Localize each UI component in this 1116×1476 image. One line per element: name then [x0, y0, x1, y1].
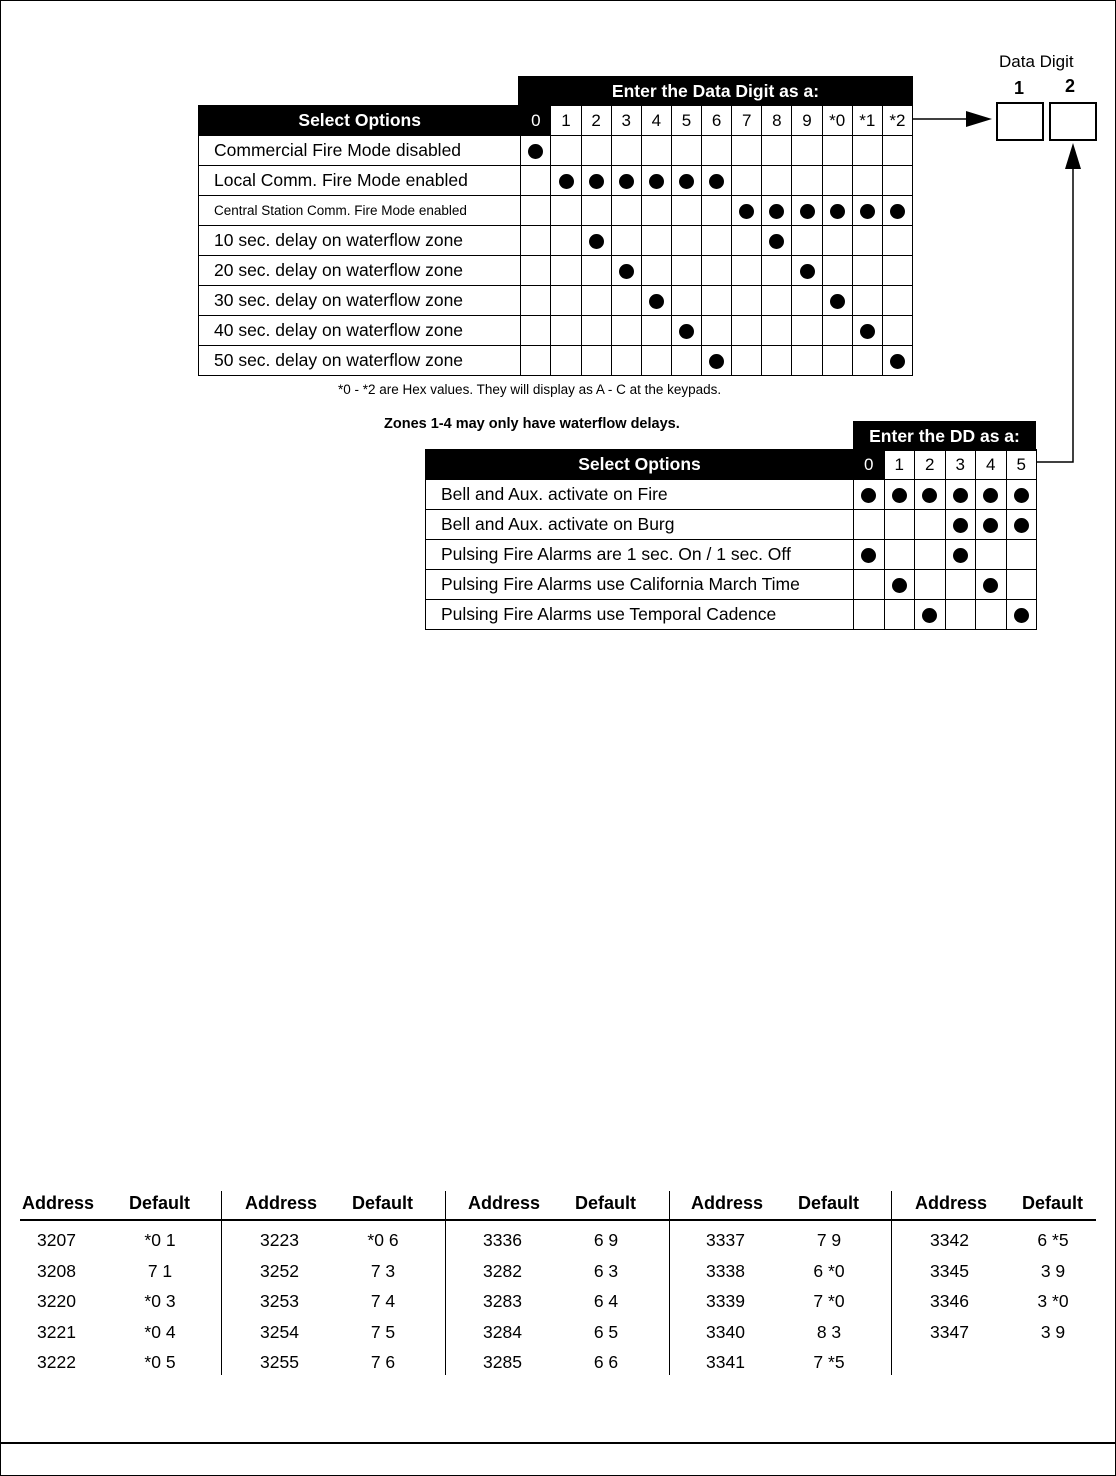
option-label: Bell and Aux. activate on Burg [426, 510, 854, 540]
option-row [426, 540, 1037, 570]
default-value: 3 9 [1040, 1322, 1066, 1342]
address-value: 3223 [260, 1230, 299, 1250]
address-value: 3253 [260, 1291, 299, 1311]
option-cell [945, 510, 976, 540]
option-cell [976, 480, 1007, 510]
data-digit-2-label: 2 [1065, 76, 1076, 96]
option-cell [854, 600, 885, 630]
default-value: 3 9 [1040, 1261, 1066, 1281]
default-value: 8 3 [816, 1322, 842, 1342]
option-label: Pulsing Fire Alarms are 1 sec. On / 1 sec. Off [426, 540, 854, 570]
digit-header-4: 4 [641, 106, 671, 136]
data-digit-1-label: 1 [1014, 78, 1025, 98]
digit-header-7: 7 [732, 106, 762, 136]
option-cell [884, 510, 915, 540]
digit-header-1: 1 [551, 106, 581, 136]
default-value: 7 1 [147, 1261, 173, 1281]
option-cell [915, 600, 946, 630]
default-header: Default [129, 1193, 191, 1213]
default-value: *0 3 [144, 1291, 176, 1311]
address-value: 3283 [483, 1291, 522, 1311]
address-value: 3221 [37, 1322, 76, 1342]
select-options-header: Select Options [426, 450, 854, 480]
arrow-head-up-icon [1065, 143, 1081, 169]
option-label: Pulsing Fire Alarms use California March Time [426, 570, 854, 600]
option-cell [884, 540, 915, 570]
option-cell [945, 570, 976, 600]
address-value: 3347 [930, 1322, 969, 1342]
address-value: 3345 [930, 1261, 969, 1281]
selected-dot-icon [983, 488, 998, 503]
selected-dot-icon [922, 488, 937, 503]
address-value: 3285 [483, 1352, 522, 1372]
default-value: 7 4 [370, 1291, 396, 1311]
default-value: *0 6 [367, 1230, 399, 1250]
address-value: 3339 [706, 1291, 745, 1311]
selected-dot-icon [1014, 488, 1029, 503]
option-cell [854, 480, 885, 510]
option-label: 10 sec. delay on waterflow zone [199, 226, 521, 256]
address-value: 3342 [930, 1230, 969, 1250]
option-cell [976, 540, 1007, 570]
digit-header-2: 2 [915, 450, 946, 480]
option-cell [976, 570, 1007, 600]
option-label: Pulsing Fire Alarms use Temporal Cadence [426, 600, 854, 630]
address-value: 3284 [483, 1322, 522, 1342]
option-cell [915, 480, 946, 510]
option-row [426, 600, 1037, 630]
address-value: 3207 [37, 1230, 76, 1250]
digit-header-5: 5 [1006, 450, 1037, 480]
selected-dot-icon [953, 518, 968, 533]
option-cell [854, 540, 885, 570]
default-value: *0 5 [144, 1352, 176, 1372]
option-cell [915, 510, 946, 540]
default-value: 7 5 [370, 1322, 396, 1342]
option-cell [1006, 600, 1037, 630]
option-cell [884, 570, 915, 600]
selected-dot-icon [983, 578, 998, 593]
digit-header-4: 4 [976, 450, 1007, 480]
address-value: 3254 [260, 1322, 299, 1342]
arrow-line-2 [1036, 162, 1073, 462]
default-value: 7 *5 [813, 1352, 845, 1372]
default-value: 6 *5 [1037, 1230, 1069, 1250]
column-divider [669, 1191, 670, 1375]
address-value: 3220 [37, 1291, 76, 1311]
address-value: 3336 [483, 1230, 522, 1250]
option-cell [915, 570, 946, 600]
option-cell [1006, 510, 1037, 540]
digit-header-8: 8 [762, 106, 792, 136]
bell-options-table [425, 449, 1037, 630]
address-value: 3255 [260, 1352, 299, 1372]
address-value: 3252 [260, 1261, 299, 1281]
default-value: 7 9 [816, 1230, 842, 1250]
option-cell [884, 600, 915, 630]
option-label: Central Station Comm. Fire Mode enabled [199, 196, 521, 226]
default-value: 7 6 [370, 1352, 396, 1372]
selected-dot-icon [922, 608, 937, 623]
digit-header-9: 9 [792, 106, 822, 136]
option-cell [945, 480, 976, 510]
option-cell [915, 540, 946, 570]
digit-header-6: 6 [702, 106, 732, 136]
default-value: 6 5 [593, 1322, 619, 1342]
address-header: Address [22, 1193, 95, 1213]
table1-banner: Enter the Data Digit as a: [518, 76, 913, 106]
default-header: Default [575, 1193, 637, 1213]
selected-dot-icon [953, 488, 968, 503]
option-row [426, 510, 1037, 540]
bottom-rule [0, 1442, 1116, 1444]
option-label: Local Comm. Fire Mode enabled [199, 166, 521, 196]
digit-header-2: 2 [581, 106, 611, 136]
option-row [426, 480, 1037, 510]
option-row [426, 570, 1037, 600]
data-digit-title: Data Digit [999, 52, 1074, 71]
digit-header-0: 0 [854, 450, 885, 480]
default-value: 6 6 [593, 1352, 619, 1372]
option-label: 30 sec. delay on waterflow zone [199, 286, 521, 316]
default-header: Default [798, 1193, 860, 1213]
selected-dot-icon [983, 518, 998, 533]
option-cell [884, 480, 915, 510]
default-value: 6 9 [593, 1230, 619, 1250]
selected-dot-icon [861, 548, 876, 563]
option-cell [854, 510, 885, 540]
address-value: 3208 [37, 1261, 76, 1281]
default-value: *0 1 [144, 1230, 176, 1250]
option-cell [945, 600, 976, 630]
address-value: 3340 [706, 1322, 745, 1342]
default-value: *0 4 [144, 1322, 176, 1342]
address-table-rule [20, 1219, 1096, 1221]
column-divider [221, 1191, 222, 1375]
digit-header-3: 3 [945, 450, 976, 480]
digit-header-3: 3 [611, 106, 641, 136]
default-value: 7 3 [370, 1261, 396, 1281]
select-options-header: Select Options [199, 106, 521, 136]
address-value: 3222 [37, 1352, 76, 1372]
default-header: Default [1022, 1193, 1084, 1213]
address-header: Address [245, 1193, 318, 1213]
default-value: 6 3 [593, 1261, 619, 1281]
option-cell [976, 600, 1007, 630]
digit-header-5: 5 [671, 106, 701, 136]
zones-note: Zones 1-4 may only have waterflow delays. [384, 416, 680, 432]
option-cell [1006, 480, 1037, 510]
address-value: 3341 [706, 1352, 745, 1372]
option-label: 20 sec. delay on waterflow zone [199, 256, 521, 286]
option-label: Commercial Fire Mode disabled [199, 136, 521, 166]
option-cell [1006, 570, 1037, 600]
address-header: Address [691, 1193, 764, 1213]
table2-banner: Enter the DD as a: [853, 421, 1036, 451]
default-value: 6 4 [593, 1291, 619, 1311]
option-cell [976, 510, 1007, 540]
address-header: Address [468, 1193, 541, 1213]
digit-header-0: 0 [521, 106, 551, 136]
column-divider [891, 1191, 892, 1375]
option-label: 50 sec. delay on waterflow zone [199, 346, 521, 376]
option-cell [1006, 540, 1037, 570]
selected-dot-icon [892, 488, 907, 503]
default-value: 3 *0 [1037, 1291, 1069, 1311]
arrow-head-right-icon [966, 111, 992, 127]
address-value: 3282 [483, 1261, 522, 1281]
digit-header-11: *1 [852, 106, 882, 136]
selected-dot-icon [953, 548, 968, 563]
digit-header-12: *2 [882, 106, 912, 136]
selected-dot-icon [861, 488, 876, 503]
option-label: 40 sec. delay on waterflow zone [199, 316, 521, 346]
digit-header-10: *0 [822, 106, 852, 136]
address-value: 3346 [930, 1291, 969, 1311]
hex-note: *0 - *2 are Hex values. They will display as A - C at the keypads. [338, 382, 722, 397]
option-label: Bell and Aux. activate on Fire [426, 480, 854, 510]
column-divider [445, 1191, 446, 1375]
default-value: 6 *0 [813, 1261, 845, 1281]
selected-dot-icon [1014, 518, 1029, 533]
digit-header-1: 1 [884, 450, 915, 480]
default-value: 7 *0 [813, 1291, 845, 1311]
address-value: 3338 [706, 1261, 745, 1281]
address-header: Address [915, 1193, 988, 1213]
selected-dot-icon [892, 578, 907, 593]
option-cell [854, 570, 885, 600]
option-cell [945, 540, 976, 570]
selected-dot-icon [1014, 608, 1029, 623]
default-header: Default [352, 1193, 414, 1213]
address-value: 3337 [706, 1230, 745, 1250]
